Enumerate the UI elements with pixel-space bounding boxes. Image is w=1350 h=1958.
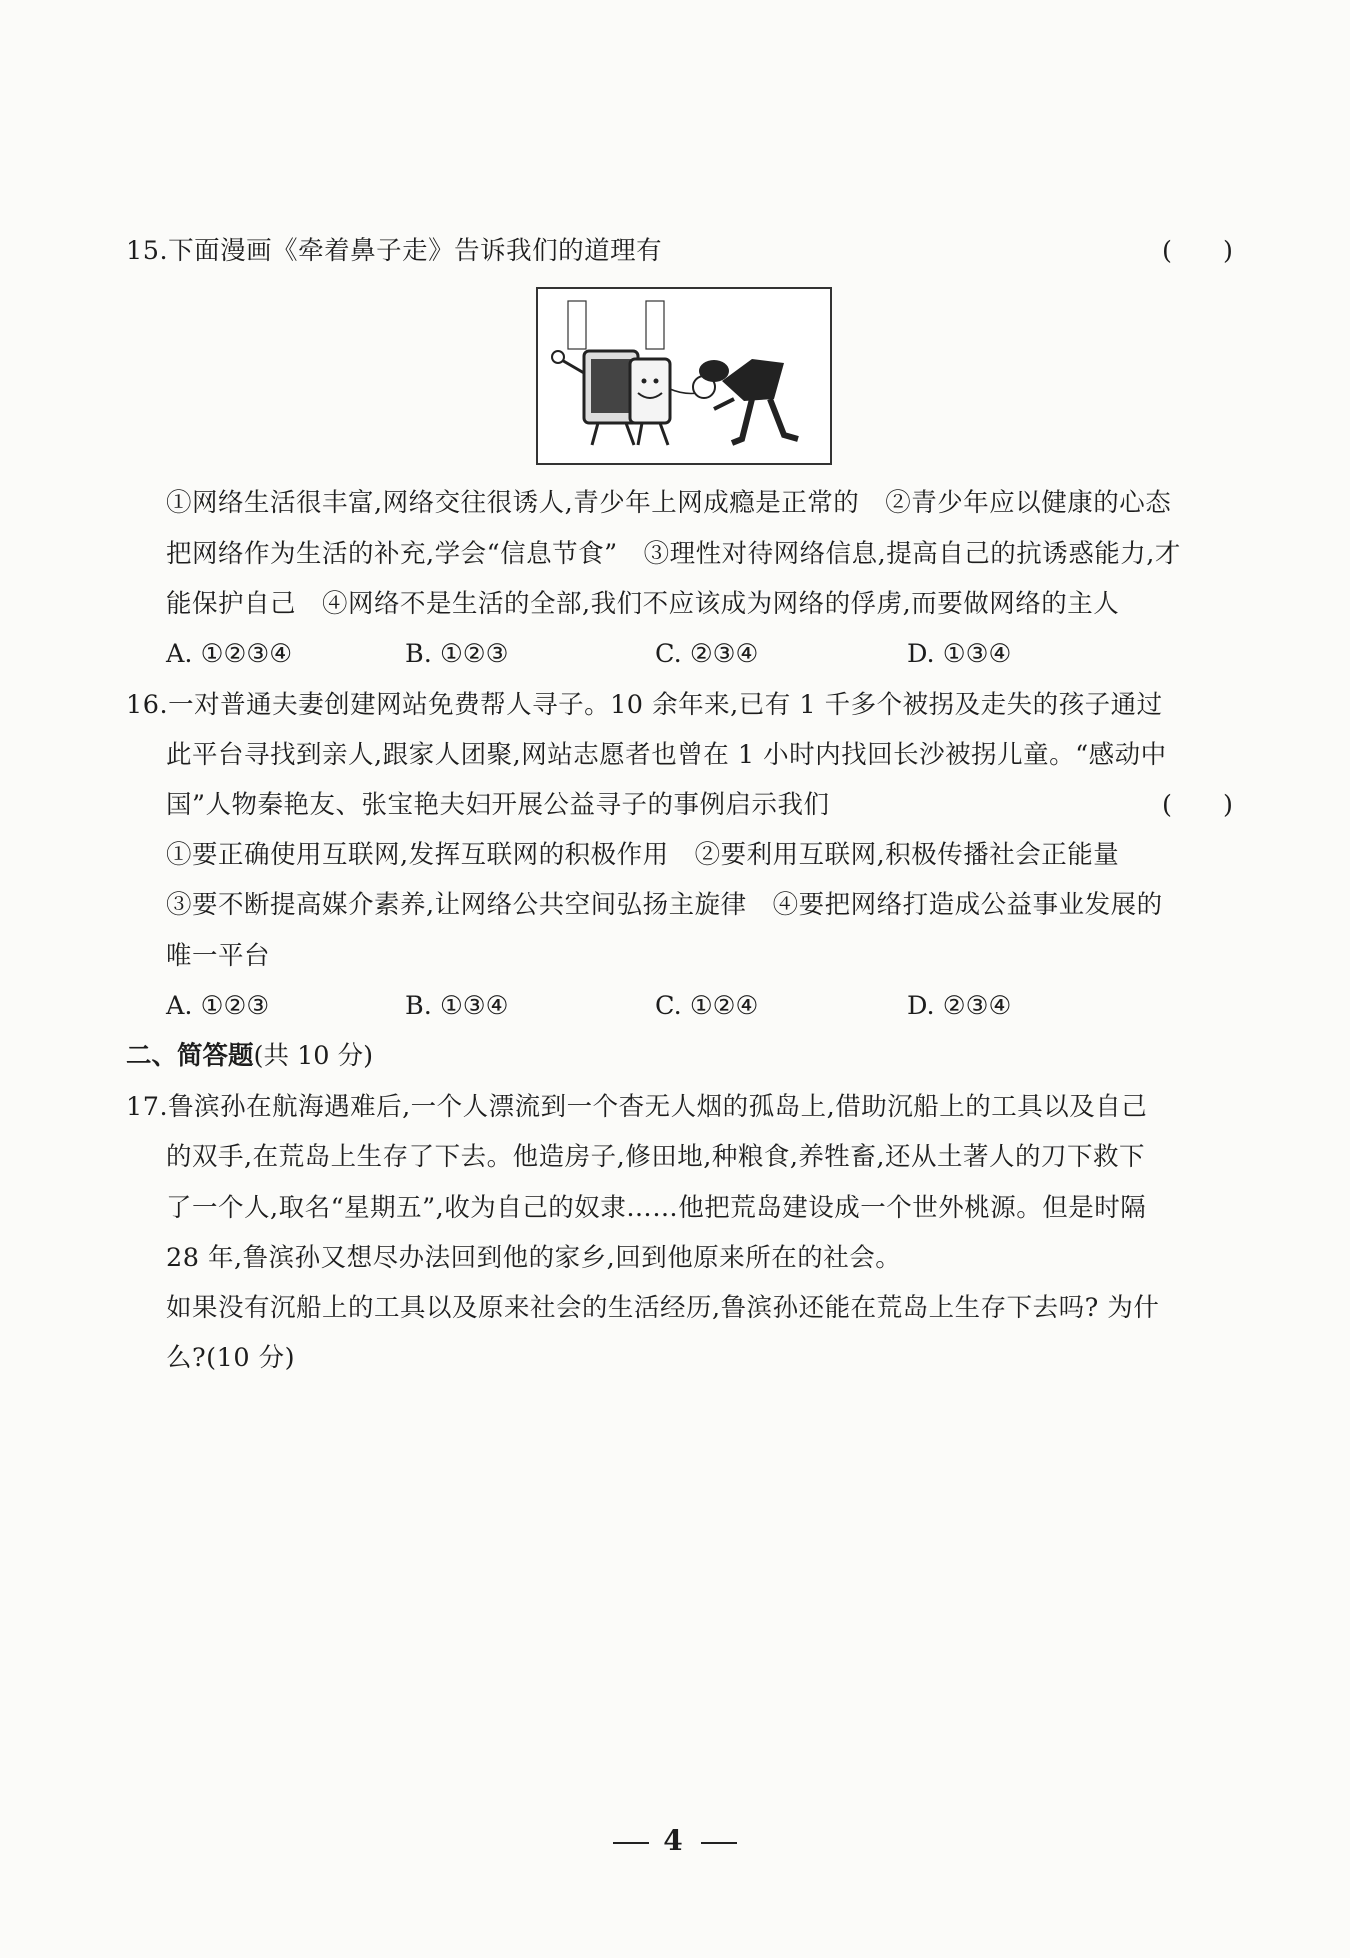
page-footer [0, 1824, 1350, 1857]
q15-statement-line-3: 能保护自己 ④网络不是生活的全部,我们不应该成为网络的俘虏,而要做网络的主人 [166, 589, 1120, 619]
q17-text-1: 鲁滨孙在航海遇难后,一个人漂流到一个杳无人烟的孤岛上,借助沉船上的工具以及自己 [168, 1092, 1148, 1122]
q15-option-a: A. ①②③④ [166, 639, 293, 669]
q15-statement-line-1: ①网络生活很丰富,网络交往很诱人,青少年上网成瘾是正常的 ②青少年应以健康的心态 [166, 488, 1172, 518]
footer-dash-left [613, 1842, 649, 1844]
q16-stem-line-2: 此平台寻找到亲人,跟家人团聚,网站志愿者也曾在 1 小时内找回长沙被拐儿童。“感动中 [166, 740, 1167, 770]
q16-statement-line-2: ③要不断提高媒介素养,让网络公共空间弘扬主旋律 ④要把网络打造成公益事业发展的 [166, 890, 1163, 920]
q17-question-line-2: 么?(10 分) [166, 1343, 296, 1373]
section-heading [126, 1039, 373, 1073]
q15-option-d: D. ①③④ [907, 639, 1012, 669]
q15-stem-text: 下面漫画《牵着鼻子走》告诉我们的道理有 [168, 236, 663, 266]
q16-option-c: C. ①②④ [655, 991, 759, 1021]
section-points: (共 10 分) [253, 1041, 374, 1071]
q15-statement-line-2: 把网络作为生活的补充,学会“信息节食” ③理性对待网络信息,提高自己的抗诱惑能力,才 [166, 539, 1181, 569]
q17-line-2: 的双手,在荒岛上生存了下去。他造房子,修田地,种粮食,养牲畜,还从土著人的刀下救下 [166, 1142, 1146, 1172]
q15-answer-paren: ( ) [1162, 236, 1233, 266]
q17-line-3: 了一个人,取名“星期五”,收为自己的奴隶……他把荒岛建设成一个世外桃源。但是时隔 [166, 1193, 1147, 1223]
q16-option-a: A. ①②③ [166, 991, 270, 1021]
q16-stem-line-1 [126, 688, 1206, 722]
q17-line-4: 28 年,鲁滨孙又想尽办法回到他的家乡,回到他原来所在的社会。 [166, 1243, 902, 1273]
q16-statement-line-3: 唯一平台 [166, 941, 271, 971]
footer-dash-right [701, 1842, 737, 1844]
q17-number: 17. [126, 1092, 169, 1122]
q16-stem-text-1: 一对普通夫妻创建网站免费帮人寻子。10 余年来,已有 1 千多个被拐及走失的孩子通过 [168, 690, 1163, 720]
section-title: 二、简答题 [126, 1041, 254, 1071]
q16-statement-line-1: ①要正确使用互联网,发挥互联网的积极作用 ②要利用互联网,积极传播社会正能量 [166, 840, 1120, 870]
cartoon-drawing [538, 289, 830, 463]
q16-option-b: B. ①③④ [405, 991, 509, 1021]
cartoon-image [536, 287, 832, 465]
q15-stem [126, 234, 1206, 268]
q16-answer-paren: ( ) [1162, 790, 1233, 820]
q15-option-c: C. ②③④ [655, 639, 759, 669]
q17-line-1 [126, 1090, 1206, 1124]
q15-option-b: B. ①②③ [405, 639, 509, 669]
q15-number: 15. [126, 236, 169, 266]
page-number: 4 [663, 1824, 687, 1857]
q17-question-line-1: 如果没有沉船上的工具以及原来社会的生活经历,鲁滨孙还能在荒岛上生存下去吗? 为什 [166, 1293, 1160, 1323]
q16-stem-line-3: 国”人物秦艳友、张宝艳夫妇开展公益寻子的事例启示我们 [166, 790, 830, 820]
q16-option-d: D. ②③④ [907, 991, 1012, 1021]
q16-number: 16. [126, 690, 169, 720]
